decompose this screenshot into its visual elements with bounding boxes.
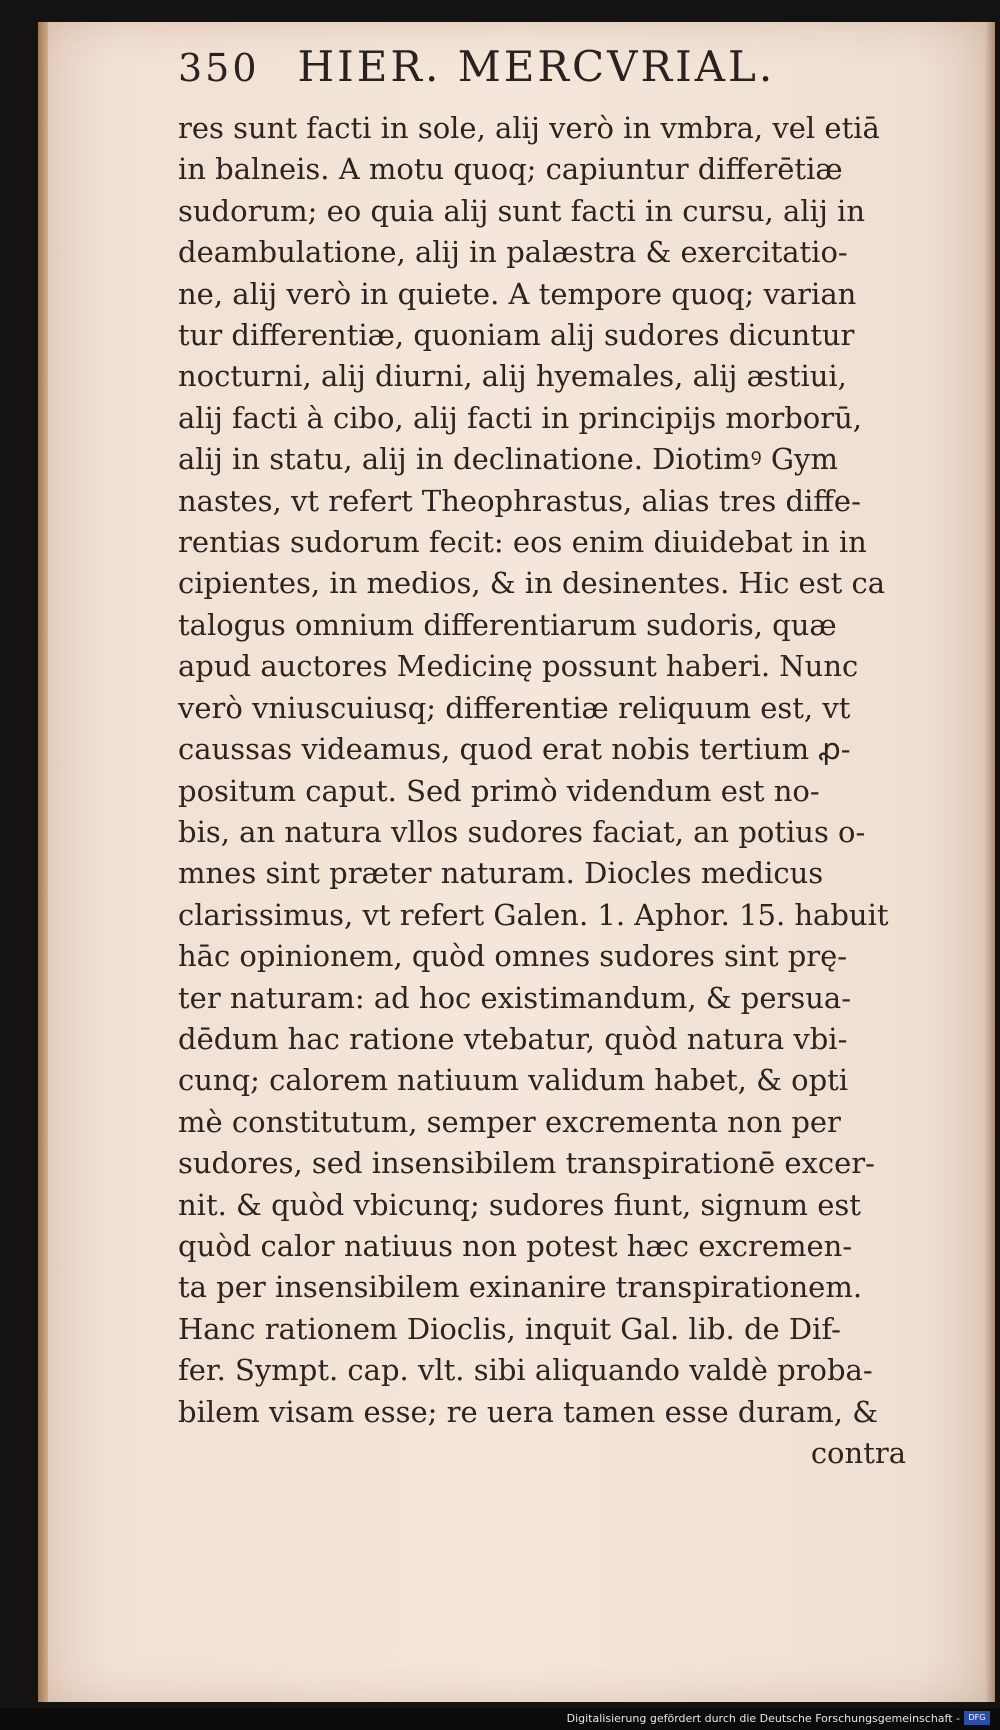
text-line: ta per insensibilem exinanire transpirationem.: [178, 1270, 863, 1305]
text-line: quòd calor natiuus non potest hæc excremen-: [178, 1228, 853, 1263]
text-line: alij in statu, alij in declinatione. Diotimꝰ Gym: [178, 442, 838, 477]
text-line: nit. & quòd vbicunq; sudores fiunt, signum est: [178, 1187, 861, 1222]
body-text: [178, 108, 918, 1474]
text-line: nastes, vt refert Theophrastus, alias tres diffe-: [178, 483, 861, 518]
text-line: talogus omnium differentiarum sudoris, quæ: [178, 607, 837, 642]
text-line: cipientes, in medios, & in desinentes. Hic est ca: [178, 566, 885, 601]
text-line: bilem visam esse; re uera tamen esse duram, &: [178, 1394, 879, 1429]
text-line: deambulatione, alij in palæstra & exercitatio-: [178, 235, 848, 270]
text-line: clarissimus, vt refert Galen. 1. Aphor. 15. habuit: [178, 897, 889, 932]
text-line: bis, an natura vllos sudores faciat, an potius o-: [178, 814, 866, 849]
text-line: alij facti à cibo, alij facti in principijs morborū,: [178, 400, 863, 435]
dfg-logo-badge: DFG: [964, 1711, 990, 1725]
text-line: cunq; calorem natiuum validum habet, & opti: [178, 1063, 849, 1098]
text-line: caussas videamus, quod erat nobis tertium ꝓ-: [178, 732, 851, 767]
catchword: contra: [810, 1436, 906, 1470]
page-fore-edge: [985, 22, 995, 1702]
text-line: Hanc rationem Dioclis, inquit Gal. lib. de Dif-: [178, 1311, 841, 1346]
text-line: dēdum hac ratione vtebatur, quòd natura vbi-: [178, 1021, 848, 1056]
text-line: hāc opinionem, quòd omnes sudores sint prę-: [178, 939, 848, 974]
text-line: rentias sudorum fecit: eos enim diuidebat in in: [178, 525, 867, 560]
text-line: fer. Sympt. cap. vlt. sibi aliquando valdè proba-: [178, 1353, 873, 1388]
text-line: sudores, sed insensibilem transpirationē excer-: [178, 1146, 875, 1181]
funding-credit: Digitalisierung gefördert durch die Deutsche Forschungsgemeinschaft -: [566, 1712, 960, 1725]
page-number: 350: [178, 46, 260, 90]
text-line: tur differentiæ, quoniam alij sudores dicuntur: [178, 318, 855, 353]
running-head-title: HIER. MERCVRIAL.: [297, 42, 776, 91]
text-line: mè constitutum, semper excrementa non per: [178, 1104, 841, 1139]
text-line: apud auctores Medicinę possunt haberi. Nunc: [178, 649, 859, 684]
text-line: in balneis. A motu quoq; capiuntur differētiæ: [178, 152, 843, 187]
page-gutter-edge: [38, 22, 48, 1702]
text-line: res sunt facti in sole, alij verò in vmbra, vel etiā: [178, 111, 880, 145]
text-line: nocturni, alij diurni, alij hyemales, alij æstiui,: [178, 359, 847, 394]
text-line: positum caput. Sed primò videndum est no-: [178, 773, 820, 808]
running-header: [178, 42, 878, 102]
text-line: sudorum; eo quia alij sunt facti in cursu, alij in: [178, 193, 865, 228]
text-line: verò vniuscuiusq; differentiæ reliquum est, vt: [178, 690, 851, 725]
text-line: ne, alij verò in quiete. A tempore quoq; varian: [178, 276, 857, 311]
text-line: mnes sint præter naturam. Diocles medicus: [178, 856, 824, 891]
text-line: ter naturam: ad hoc existimandum, & persua-: [178, 980, 852, 1015]
